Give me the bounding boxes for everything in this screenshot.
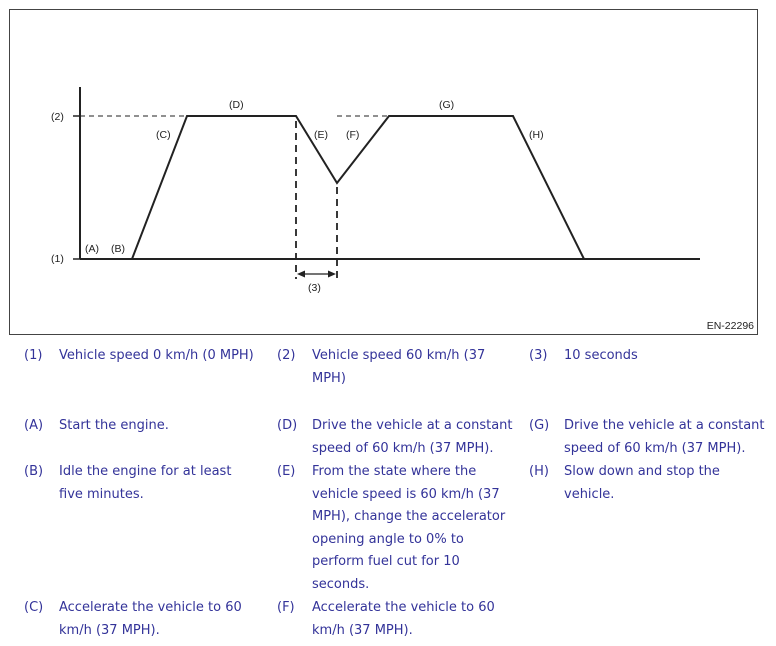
label-phase-a: (A) xyxy=(85,243,99,255)
legend-text: Idle the engine for at least five minutes. xyxy=(59,464,232,502)
legend-text: 10 seconds xyxy=(564,348,638,363)
label-phase-h: (H) xyxy=(529,129,544,141)
figure-id: EN-22296 xyxy=(706,320,754,332)
legend-key: (G) xyxy=(529,418,550,433)
legend-text: Slow down and stop the vehicle. xyxy=(564,464,720,502)
label-interval: (3) xyxy=(308,282,321,294)
label-phase-b: (B) xyxy=(111,243,125,255)
label-y-top: (2) xyxy=(51,111,64,123)
label-phase-f: (F) xyxy=(346,129,360,141)
legend-key: (1) xyxy=(24,348,43,363)
legend-key: (E) xyxy=(277,464,296,479)
legend-text: Drive the vehicle at a constant speed of 60 km/h (37 MPH). xyxy=(312,418,513,456)
label-y-bottom: (1) xyxy=(51,253,64,265)
legend-key: (B) xyxy=(24,464,44,479)
legend-key: (2) xyxy=(277,348,296,363)
legend-key: (3) xyxy=(529,348,548,363)
legend-key: (F) xyxy=(277,600,295,615)
legend-text: Vehicle speed 0 km/h (0 MPH) xyxy=(59,348,254,363)
legend-key: (C) xyxy=(24,600,44,615)
label-phase-c: (C) xyxy=(156,129,171,141)
legend-text: Vehicle speed 60 km/h (37 MPH) xyxy=(312,348,486,386)
legend-text: Accelerate the vehicle to 60 km/h (37 MPH). xyxy=(59,600,242,638)
legend-key: (A) xyxy=(24,418,44,433)
speed-profile-diagram xyxy=(9,9,758,335)
interval-arrowhead-left xyxy=(297,271,305,278)
label-phase-d: (D) xyxy=(229,99,244,111)
legend-text: From the state where the vehicle speed is 60 km/h (37 MPH), change the accelerator opening angle to 0% to perform fuel cut for 10 seconds. xyxy=(312,464,506,592)
legend-text: Start the engine. xyxy=(59,418,169,433)
legend-text: Drive the vehicle at a constant speed of 60 km/h (37 MPH). xyxy=(564,418,765,456)
interval-arrowhead-right xyxy=(328,271,336,278)
legend-text: Accelerate the vehicle to 60 km/h (37 MPH). xyxy=(312,600,495,638)
legend-key: (H) xyxy=(529,464,549,479)
label-phase-e: (E) xyxy=(314,129,328,141)
legend-key: (D) xyxy=(277,418,298,433)
label-phase-g: (G) xyxy=(439,99,455,111)
